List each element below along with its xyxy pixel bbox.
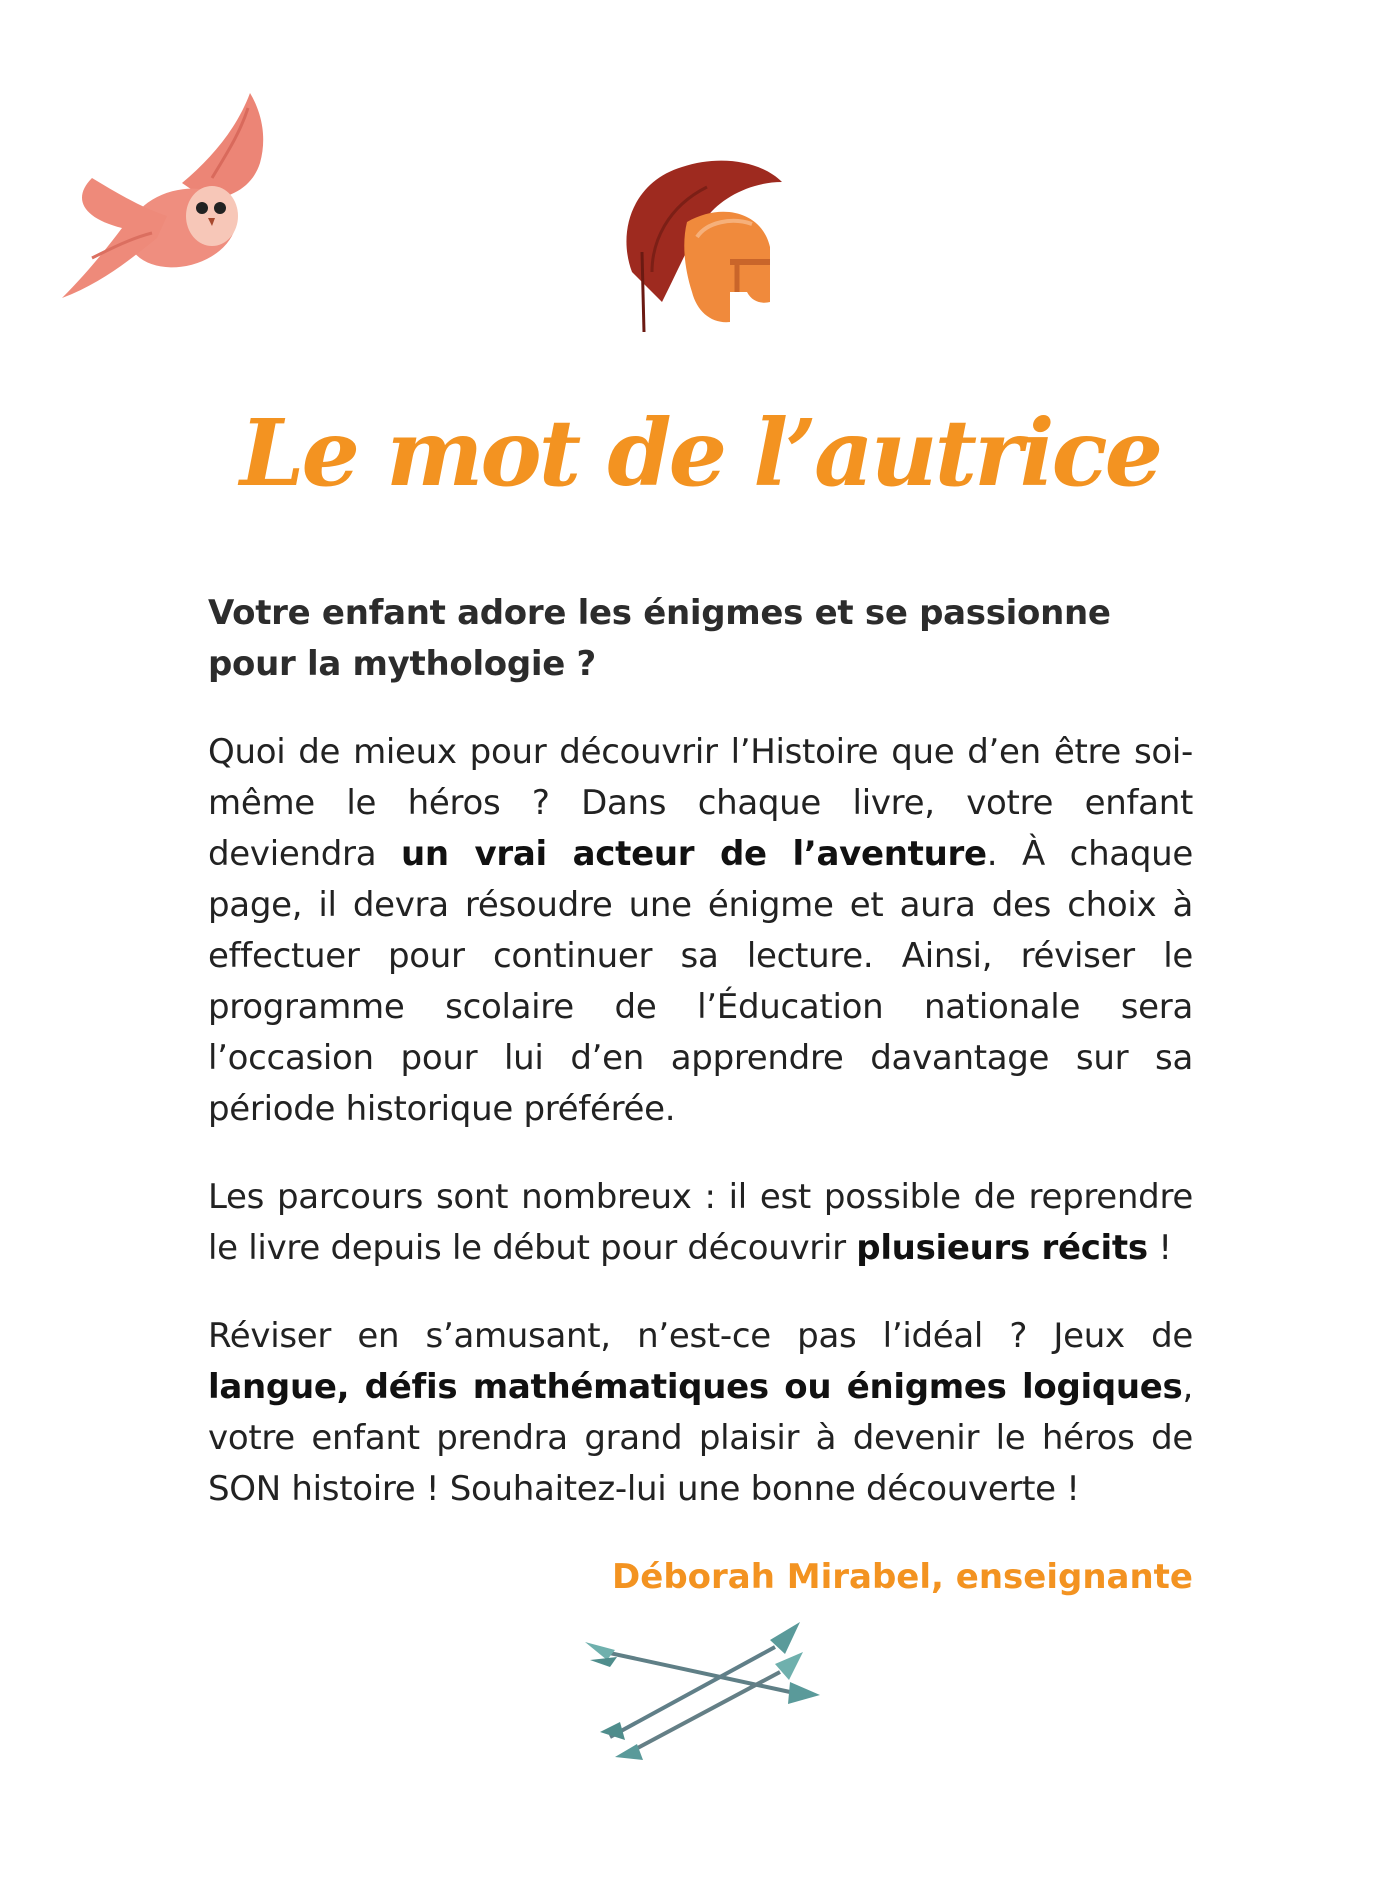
emphasis-text: langue, défis mathématiques ou énigmes logiques: [208, 1367, 1183, 1407]
paragraph-text: !: [1147, 1228, 1172, 1268]
paragraph-text: Réviser en s’amusant, n’est-ce pas l’idéal ? Jeux de: [208, 1316, 1193, 1356]
author-signature: Déborah Mirabel, enseignante: [612, 1557, 1193, 1597]
paragraph-text: Quoi de mieux pour découvrir l’Histoire que d’en être soi-même le héros ? Dans chaque livre, votre enfant deviendra: [208, 732, 1193, 874]
spartan-helmet-illustration: [612, 152, 794, 344]
paragraph-paths: [208, 1172, 1193, 1274]
paragraph-revision: [208, 1311, 1193, 1515]
author-note-body: [208, 588, 1193, 1603]
paragraph-text: , votre enfant prendra grand plaisir à devenir le héros de SON histoire ! Souhaitez-lui une bonne découverte !: [208, 1367, 1193, 1509]
paragraph-text: . À chaque page, il devra résoudre une énigme et aura des choix à effectuer pour continuer sa lecture. Ainsi, réviser le programme scolaire de l’Éducation nationale sera l’occasion pour lui d’en apprendre davantage sur sa période historique préférée.: [208, 834, 1193, 1129]
paragraph-story: [208, 727, 1193, 1135]
emphasis-text: plusieurs récits: [856, 1228, 1148, 1268]
paragraph-text: Les parcours sont nombreux : il est possible de reprendre le livre depuis le début pour découvrir: [208, 1177, 1193, 1268]
intro-paragraph: Votre enfant adore les énigmes et se passionne pour la mythologie ?: [208, 593, 1111, 684]
page-title: Le mot de l’autrice: [239, 399, 1161, 507]
crossed-arrows-illustration: [575, 1612, 825, 1762]
owl-illustration: [62, 88, 307, 318]
emphasis-text: un vrai acteur de l’aventure: [400, 834, 987, 874]
